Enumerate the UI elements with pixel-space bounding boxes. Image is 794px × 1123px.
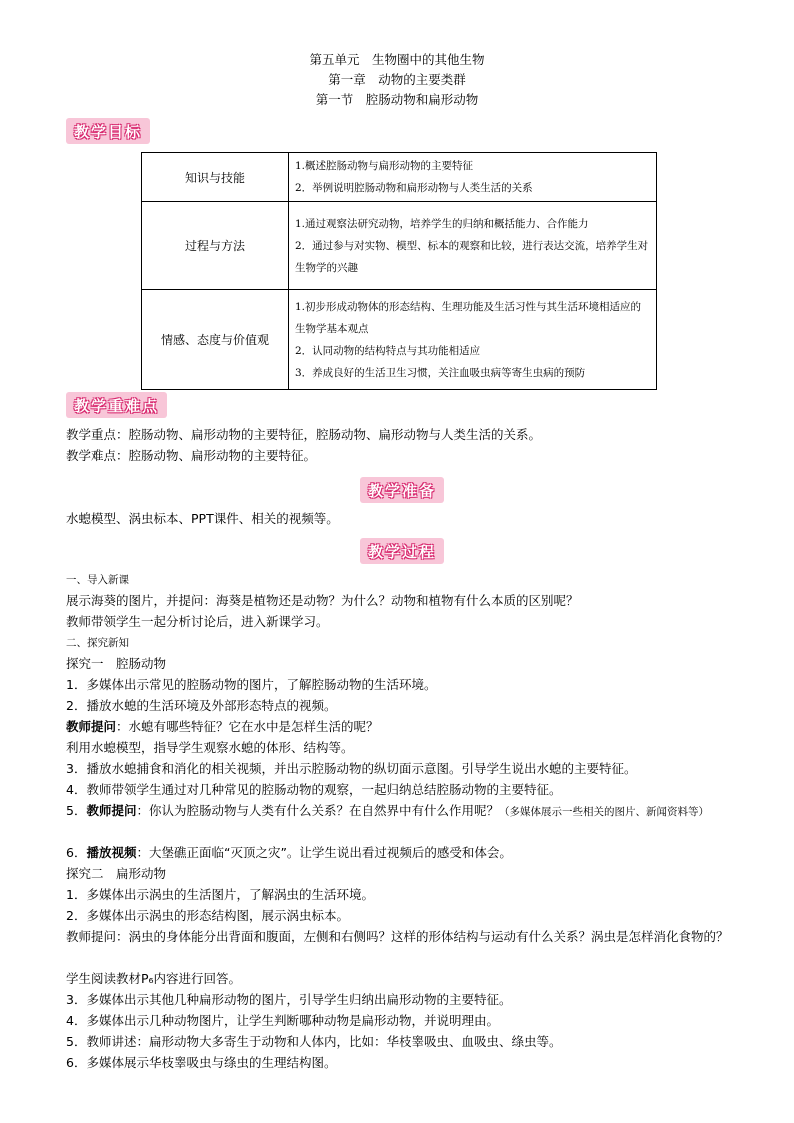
preparation-banner: 教学准备 <box>360 477 444 503</box>
goal-item: 2．举例说明腔肠动物和扁形动物与人类生活的关系 <box>295 182 533 194</box>
text: ：大堡礁正面临“灭顶之灾”。让学生说出看过视频后的感受和体会。 <box>136 845 512 860</box>
goal-item: 1.初步形成动物体的形态结构、生理功能及生活习性与其生活环境相适应的生物学基本观点 <box>295 300 642 335</box>
category-cell: 情感、态度与价值观 <box>142 290 289 390</box>
paragraph: 3．播放水螅捕食和消化的相关视频，并出示腔肠动物的纵切面示意图。引导学生说出水螅的主要特征。 <box>66 761 637 776</box>
goal-item: 1.通过观察法研究动物，培养学生的归纳和概括能力、合作能力 <box>295 217 589 230</box>
number: 5． <box>66 803 87 818</box>
paragraph <box>66 801 766 822</box>
chapter-title: 第一章 动物的主要类群 <box>328 72 466 87</box>
paragraph: 2．多媒体出示涡虫的形态结构图，展示涡虫标本。 <box>66 908 349 923</box>
paragraph: 展示海葵的图片，并提问：海葵是植物还是动物？为什么？动物和植物有什么本质的区别呢？ <box>66 593 579 608</box>
paragraph: 1．多媒体出示涡虫的生活图片，了解涡虫的生活环境。 <box>66 887 374 902</box>
items-cell <box>289 202 657 290</box>
text: ：水螅有哪些特征？它在水中是怎样生活的呢？ <box>116 719 379 734</box>
paragraph: 利用水螅模型，指导学生观察水螅的体形、结构等。 <box>66 740 354 755</box>
table-row <box>142 153 657 202</box>
paragraph <box>66 843 512 863</box>
text: ：你认为腔肠动物与人类有什么关系？在自然界中有什么作用呢？ <box>136 803 499 818</box>
subheading: 探究一 腔肠动物 <box>66 656 167 671</box>
subheading: 探究二 扁形动物 <box>66 866 167 881</box>
items-cell <box>289 290 657 390</box>
paragraph: 2．播放水螅的生活环境及外部形态特点的视频。 <box>66 698 337 713</box>
label: 教师提问 <box>66 719 117 734</box>
paragraph: 4．多媒体出示几种动物图片，让学生判断哪种动物是扁形动物，并说明理由。 <box>66 1013 499 1028</box>
goal-item: 3．养成良好的生活卫生习惯，关注血吸虫病等寄生虫病的预防 <box>295 366 586 379</box>
heading-intro: 一、导入新课 <box>66 574 129 586</box>
table-row <box>142 202 657 290</box>
process-banner: 教学过程 <box>360 538 444 564</box>
unit-title: 第五单元 生物圈中的其他生物 <box>309 52 485 67</box>
goal-item: 2．认同动物的结构特点与其功能相适应 <box>295 344 481 357</box>
title-block <box>0 50 794 110</box>
teaching-difficulty: 教学难点：腔肠动物、扁形动物的主要特征。 <box>66 448 317 463</box>
paragraph: 教师带领学生一起分析讨论后，进入新课学习。 <box>66 614 329 629</box>
category-cell: 知识与技能 <box>142 153 289 202</box>
key-points-banner: 教学重难点 <box>66 392 167 418</box>
paragraph: 6．多媒体展示华枝睾吸虫与绦虫的生理结构图。 <box>66 1055 337 1070</box>
category-cell: 过程与方法 <box>142 202 289 290</box>
table-row <box>142 290 657 390</box>
label: 教师提问 <box>86 803 137 818</box>
paragraph <box>66 717 379 737</box>
paragraph: 4．教师带领学生通过对几种常见的腔肠动物的观察，一起归纳总结腔肠动物的主要特征。 <box>66 782 562 797</box>
number: 6． <box>66 845 87 860</box>
teaching-focus: 教学重点：腔肠动物、扁形动物的主要特征，腔肠动物、扁形动物与人类生活的关系。 <box>66 427 542 442</box>
paragraph: 3．多媒体出示其他几种扁形动物的图片，引导学生归纳出扁形动物的主要特征。 <box>66 992 512 1007</box>
paragraph: 5．教师讲述：扁形动物大多寄生于动物和人体内，比如：华枝睾吸虫、血吸虫、绦虫等。 <box>66 1034 562 1049</box>
heading-explore: 二、探究新知 <box>66 637 129 649</box>
paragraph: 教师提问：涡虫的身体能分出背面和腹面，左侧和右侧吗？这样的形体结构与运动有什么关系？涡虫是怎样消化食物的？ <box>66 929 729 944</box>
label: 播放视频 <box>86 845 137 860</box>
preparation-text: 水螅模型、涡虫标本、PPT课件、相关的视频等。 <box>66 511 339 526</box>
paragraph: 学生阅读教材P₆内容进行回答。 <box>66 971 242 986</box>
items-cell <box>289 153 657 202</box>
note: （多媒体展示一些相关的图片、新闻资料等） <box>498 806 709 818</box>
section-title: 第一节 腔肠动物和扁形动物 <box>315 92 479 107</box>
goals-banner: 教学目标 <box>66 118 150 144</box>
goal-item: 1.概述腔肠动物与扁形动物的主要特征 <box>295 160 474 172</box>
goals-table <box>141 152 657 390</box>
paragraph: 1．多媒体出示常见的腔肠动物的图片，了解腔肠动物的生活环境。 <box>66 677 437 692</box>
goal-item: 2．通过参与对实物、模型、标本的观察和比较，进行表达交流，培养学生对生物学的兴趣 <box>295 239 649 274</box>
